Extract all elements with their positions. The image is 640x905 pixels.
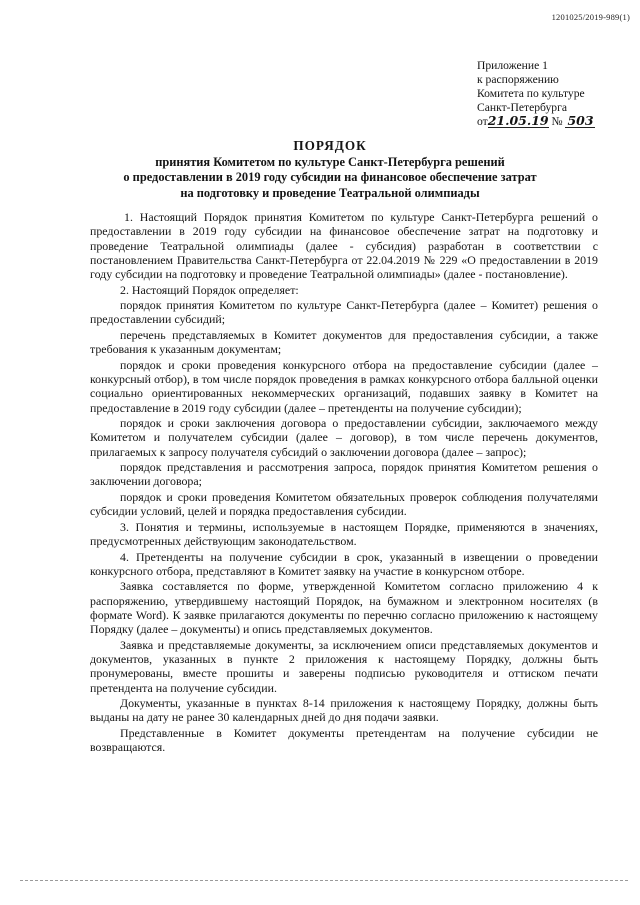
- paragraph-11: Заявка составляется по форме, утвержденной Комитетом согласно приложению 4 к распоряжению, утвердившему настоящий Порядок, на бумажном и электронном носителях (в формате Word). К заявке прилагаются документы по перечню согласно приложению к настоящему Порядку (далее – документы) и опись представляемых документов.: [90, 579, 598, 637]
- paragraph-4: перечень представляемых в Комитет документов для предоставления субсидии, а также требования к указанным документам;: [90, 327, 598, 357]
- document-id: 1201025/2019-989(1): [551, 12, 630, 22]
- paragraph-6: порядок и сроки заключения договора о предоставлении субсидии, заключаемого между Комитетом и получателем субсидии (далее – договор), в том числе перечень документов, прилагаемых к запросу получателя субсидий о заключении договора (далее – запрос);: [90, 416, 598, 459]
- paragraph-14: Представленные в Комитет документы претендентам на получение субсидии не возвращаются.: [90, 725, 598, 755]
- paragraph-8: порядок и сроки проведения Комитетом обязательных проверок соблюдения получателями субсидии условий, целей и порядка предоставления субсидии.: [90, 489, 598, 519]
- document-body: [90, 210, 598, 756]
- paragraph-3: порядок принятия Комитетом по культуре Санкт-Петербурга (далее – Комитет) решения о предоставлении субсидий;: [90, 298, 598, 327]
- appendix-line-1: Приложение 1: [477, 59, 548, 72]
- page-bottom-divider: [20, 880, 628, 881]
- appendix-line-2: к распоряжению: [477, 72, 559, 86]
- appendix-line-3: Комитета по культуре: [477, 86, 585, 100]
- handwritten-date: 21.05.19: [487, 112, 549, 128]
- paragraph-7: порядок представления и рассмотрения запроса, порядок принятия Комитетом решения о заключении договора;: [90, 460, 598, 489]
- appendix-date-line: [477, 112, 637, 129]
- title-line-2: о предоставлении в 2019 году субсидии на финансовое обеспечение затрат: [123, 170, 537, 185]
- document-title: [100, 138, 560, 201]
- paragraph-12: Заявка и представляемые документы, за исключением описи представляемых документов и документов, указанных в пункте 2 приложения к настоящему Порядку, должны быть пронумерованы, вместе прошиты и заверены подписью руководителя и оттиском печати претендента на получение субсидии.: [90, 637, 598, 695]
- appendix-block: [477, 59, 637, 129]
- date-prefix: от: [477, 114, 488, 128]
- title-main: ПОРЯДОК: [293, 138, 367, 153]
- handwritten-number: 503: [567, 112, 594, 128]
- number-prefix: №: [551, 114, 563, 128]
- paragraph-2: 2. Настоящий Порядок определяет:: [120, 282, 299, 297]
- appendix-line-4: Санкт-Петербурга: [477, 100, 567, 114]
- paragraph-9: 3. Понятия и термины, используемые в настоящем Порядке, применяются в значениях, предусмотренных действующим законодательством.: [90, 519, 598, 549]
- title-line-1: принятия Комитетом по культуре Санкт-Петербурга решений: [155, 155, 505, 170]
- paragraph-10: 4. Претенденты на получение субсидии в срок, указанный в извещении о проведении конкурсного отбора, представляют в Комитет заявку на участие в конкурсном отборе.: [90, 549, 598, 578]
- title-line-3: на подготовку и проведение Театральной олимпиады: [180, 185, 480, 200]
- paragraph-1: 1. Настоящий Порядок принятия Комитетом по культуре Санкт-Петербурга решений о предоставлении в 2019 году субсидии на финансовое обеспечение затрат на подготовку и проведение Театральной олимпиады (далее - субсидия) разработан в соответствии с постановлением Правительства Санкт-Петербурга от 22.04.2019 № 229 «О предоставлении в 2019 году субсидии на подготовку и проведение Театральной олимпиады» (далее - постановление).: [90, 210, 598, 282]
- paragraph-5: порядок и сроки проведения конкурсного отбора на предоставление субсидии (далее – конкурсный отбор), в том числе порядок проведения в рамках конкурсного отбора балльной оценки социально ориентированных некоммерческих организаций, подавших заявку в Комитет на предоставление в 2019 году субсидии (далее – претенденты на получение субсидии);: [90, 357, 598, 415]
- paragraph-13: Документы, указанные в пунктах 8-14 приложения к настоящему Порядку, должны быть выданы на дату не ранее 30 календарных дней до дня подачи заявки.: [90, 696, 598, 725]
